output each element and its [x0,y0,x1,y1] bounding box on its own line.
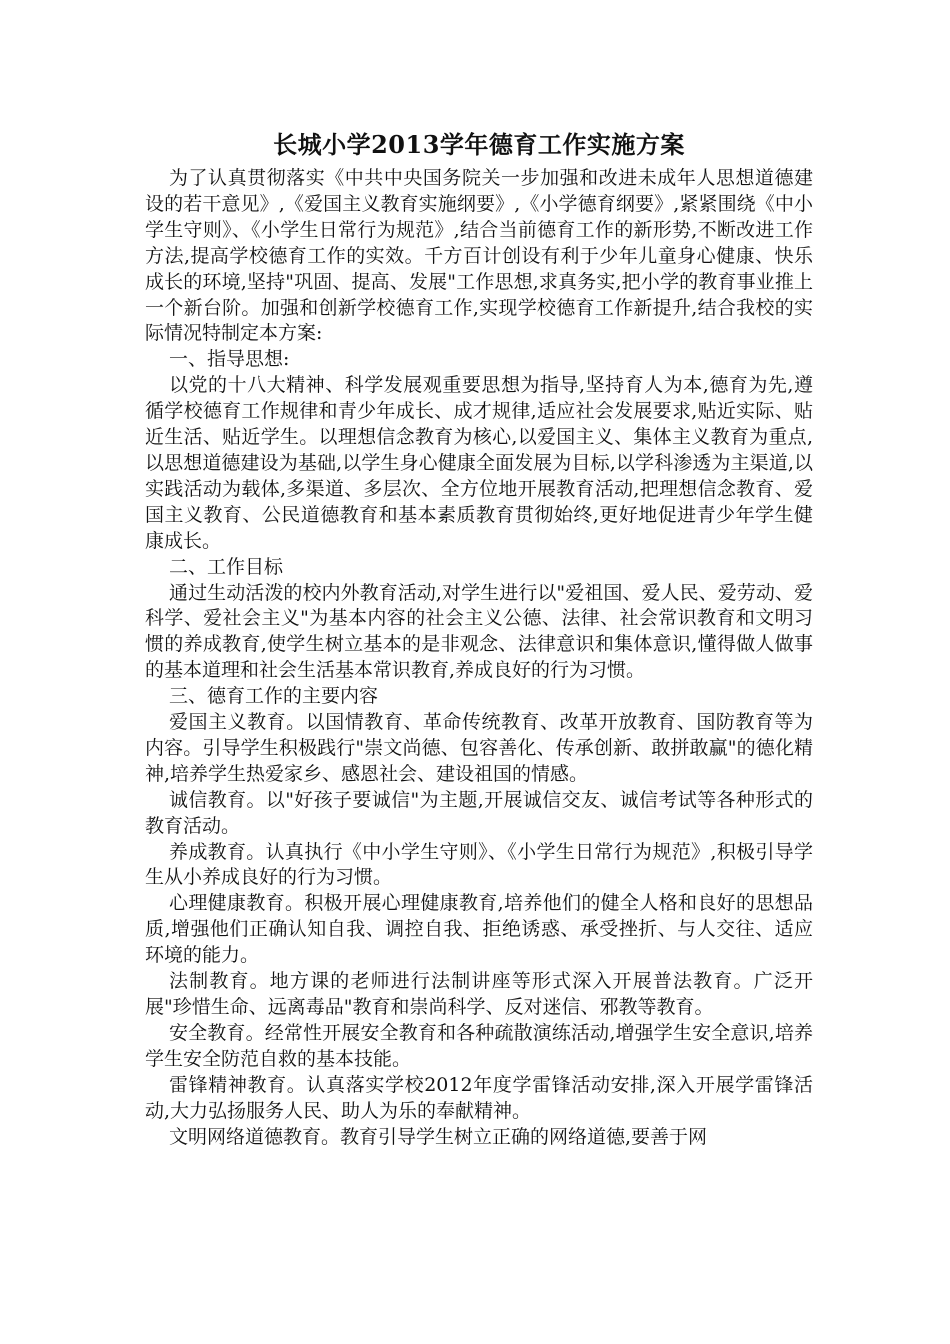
paragraph-leifeng: 雷锋精神教育。认真落实学校2012年度学雷锋活动安排,深入开展学雷锋活动,大力弘扬服务人民、助人为乐的奉献精神。 [145,1073,813,1122]
paragraph-intro: 为了认真贯彻落实《中共中央国务院关一步加强和改进未成年人思想道德建设的若干意见》,《爱国主义教育实施纲要》,《小学德育纲要》,紧紧围绕《中小学生守则》、《小学生日常行为规范》,结合当前德育工作的新形势,不断改进工作方法,提高学校德育工作的实效。千方百计创设有利于少年儿童身心健康、快乐成长的环境,坚持"巩固、提高、发展"工作思想,求真务实,把小学的教育事业推上一个新台阶。加强和创新学校德育工作,实现学校德育工作新提升,结合我校的实际情况特制定本方案: [145,167,813,345]
document-page [145,128,813,1150]
section-heading-main-content: 三、德育工作的主要内容 [169,685,379,708]
paragraph-integrity: 诚信教育。以"好孩子要诚信"为主题,开展诚信交友、诚信考试等各种形式的教育活动。 [145,788,813,837]
section-heading-guiding-thought: 一、指导思想: [169,348,290,371]
paragraph-patriotism: 爱国主义教育。以国情教育、革命传统教育、改革开放教育、国防教育等为内容。引导学生积极践行"崇文尚德、包容善化、传承创新、敢拼敢赢"的德化精神,培养学生热爱家乡、感恩社会、建设祖国的情感。 [145,711,813,785]
document-title: 长城小学2013学年德育工作实施方案 [273,130,685,159]
section-heading-work-goals: 二、工作目标 [169,555,284,578]
paragraph-safety: 安全教育。经常性开展安全教育和各种疏散演练活动,增强学生安全意识,培养学生安全防范自救的基本技能。 [145,1021,813,1070]
paragraph-guiding-thought: 以党的十八大精神、科学发展观重要思想为指导,坚持育人为本,德育为先,遵循学校德育工作规律和青少年成长、成才规律,适应社会发展要求,贴近实际、贴近生活、贴近学生。以理想信念教育为核心,以爱国主义、集体主义教育为重点,以思想道德建设为基础,以学生身心健康全面发展为目标,以学科渗透为主渠道,以实践活动为载体,多渠道、多层次、全方位地开展教育活动,把理想信念教育、爱国主义教育、公民道德教育和基本素质教育贯彻始终,更好地促进青少年学生健康成长。 [145,374,813,552]
paragraph-mental-health: 心理健康教育。积极开展心理健康教育,培养他们的健全人格和良好的思想品质,增强他们正确认知自我、调控自我、拒绝诱惑、承受挫折、与人交往、适应环境的能力。 [145,892,813,967]
paragraph-work-goals: 通过生动活泼的校内外教育活动,对学生进行以"爱祖国、爱人民、爱劳动、爱科学、爱社会主义"为基本内容的社会主义公德、法律、社会常识教育和文明习惯的养成教育,使学生树立基本的是非观念、法律意识和集体意识,懂得做人做事的基本道理和社会生活基本常识教育,养成良好的行为习惯。 [145,581,813,682]
paragraph-legal: 法制教育。地方课的老师进行法制讲座等形式深入开展普法教育。广泛开展"珍惜生命、远离毒品"教育和崇尚科学、反对迷信、邪教等教育。 [145,970,813,1018]
paragraph-network-ethics: 文明网络道德教育。教育引导学生树立正确的网络道德,要善于网 [169,1125,708,1148]
paragraph-habits: 养成教育。认真执行《中小学生守则》、《小学生日常行为规范》,积极引导学生从小养成良好的行为习惯。 [145,840,813,889]
